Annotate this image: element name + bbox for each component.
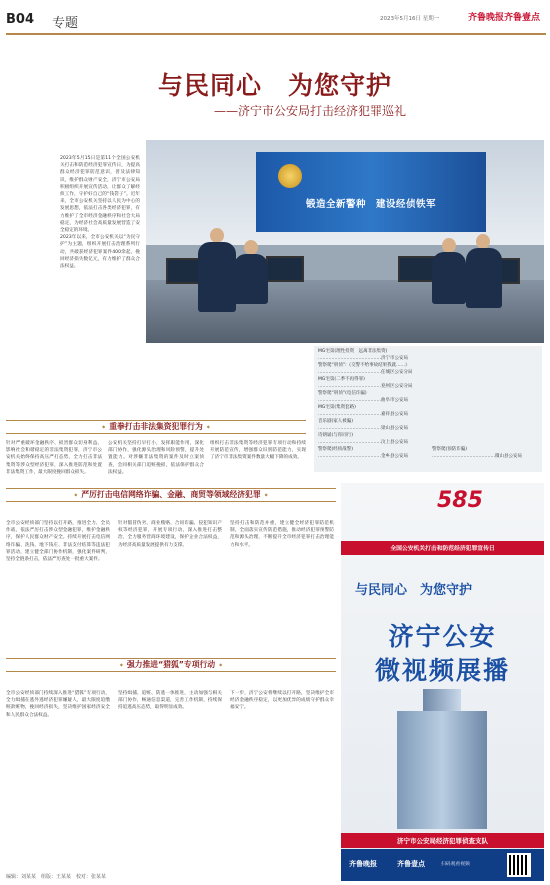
photo-screen bbox=[256, 152, 486, 232]
program-unit: ……………………………………任城区公安分局 bbox=[318, 370, 413, 375]
section-name: 专题 bbox=[52, 16, 79, 31]
monitor-icon bbox=[398, 256, 436, 282]
app-logo: 齐鲁壹点 bbox=[504, 13, 541, 23]
page-header bbox=[0, 0, 550, 40]
program-item: 警察爬(经侦战警) bbox=[318, 447, 354, 452]
page-number: B04 bbox=[6, 12, 34, 27]
officer-figure bbox=[234, 254, 268, 304]
program-unit: ……………………………………济宁市公安局 bbox=[318, 356, 408, 361]
officer-figure bbox=[198, 242, 236, 312]
section-column: 坚持打击和防范并重，建立健全经济犯罪防范机制，全面落实宣传防范措施，推动经济犯罪预警防范和源头治理，不断提升全市经济犯罪打击治理能力和水平。 bbox=[230, 521, 334, 548]
article-photo bbox=[146, 140, 544, 343]
officer-figure bbox=[244, 240, 258, 255]
section-column: 组织打击非法集资等经济犯罪专项行动和持续开展防范宣传，增强群众识别防范能力，实现了济宁市非法集资案件数量大幅下降的成效。 bbox=[210, 441, 306, 461]
qr-code-icon[interactable] bbox=[507, 853, 531, 877]
poster-ribbon-text: 全国公安机关打击和防范经济犯罪宣传日 bbox=[390, 546, 495, 552]
intro-paragraph-1: 2023年5月15日是第11个全国公安机关打击和防范经济犯罪宣传日，为提高群众经济犯罪防范意识，普及法律知识，维护群众财产安全，济宁市公安局积极组织开展宣传活动，让群众了解经侦工作，守护好自己的“钱袋子”。近年来，全市公安机关坚持以人民为中心的发展思想，依法打击各类经济犯罪，有力维护了全市经济金融秩序和社会大局稳定，为经济社会高质量发展营造了安全稳定的环境。 bbox=[60, 156, 140, 234]
section-heading: ◆ 严厉打击电信网络诈骗、金融、商贸等领域经济犯罪 ◆ bbox=[6, 488, 336, 502]
program-unit: ……………………………………微山县公安局 bbox=[432, 454, 522, 459]
poster-footer bbox=[341, 849, 544, 881]
poster-slogan: 与民同心 为您守护 bbox=[355, 583, 473, 598]
poster-ribbon bbox=[341, 541, 544, 555]
intro-paragraph-2: 2023年以来，全市公安机关以“为民守护”为主题，组织开展打击治理系列行动，共破获经济犯罪案件400余起，挽回经济损失数亿元，有力维护了群众合法权益。 bbox=[60, 235, 140, 270]
program-item: 警察爬“刑侦”:《交警不给事故结果我就……》 bbox=[318, 363, 410, 368]
poster-organizer-bar bbox=[341, 833, 544, 848]
officer-figure bbox=[476, 234, 490, 249]
monitor-icon bbox=[266, 256, 304, 282]
article-subtitle: ——济宁市公安局打击经济犯罪巡礼 bbox=[213, 104, 406, 118]
poster-scan-hint: 扫码观看视频 bbox=[441, 862, 470, 867]
section-column: 下一步，济宁公安将继续以打开路，坚决维护全市经济金融秩序稳定，以更加优异的成绩守护群众幸福安宁。 bbox=[230, 691, 334, 711]
building-illustration bbox=[397, 711, 487, 829]
video-exhibition-poster bbox=[341, 483, 544, 881]
program-unit: ……………………………………金乡县公安局 bbox=[318, 454, 408, 459]
officer-figure bbox=[442, 238, 456, 253]
section-column: 针对假冒伪劣、商业贿赂、合同诈骗、侵犯知识产权等经济犯罪，开展专项行动，深入推进打击整治，全力服务营商环境建设，保护企业合法权益，为经济高质量发展提供有力支撑。 bbox=[118, 521, 222, 548]
program-item: MG宅第(集资套路) bbox=[318, 405, 356, 410]
program-item: MG宅第(理性投资 远离非法集资) bbox=[318, 349, 388, 354]
officer-figure bbox=[210, 228, 224, 243]
newspaper-logo: 齐鲁晚报 bbox=[349, 860, 377, 868]
app-logo: 齐鲁壹点 bbox=[397, 860, 425, 868]
newspaper-logo: 齐鲁晚报 bbox=[468, 13, 505, 23]
officer-figure bbox=[432, 252, 466, 304]
section-column: 坚持缉捕、追赃、防逃一体推进，主动加强与相关部门协作，畅通信息渠道，完善工作机制，持续保持追逃高压态势，取得明显成效。 bbox=[118, 691, 222, 711]
program-unit: ……………………………………梁山县公安局 bbox=[318, 426, 408, 431]
poster-organizer: 济宁市公安局经济犯罪侦查支队 bbox=[397, 837, 488, 845]
poster-headline-2: 微视频展播 bbox=[374, 656, 510, 685]
program-item: 警察爬“刑侦”(电信诈骗) bbox=[318, 391, 367, 396]
program-unit: ……………………………………汶上县公安局 bbox=[318, 440, 408, 445]
section-column: 全市公安经侦部门坚持以打开路，推进全力、全员作战，依法严厉打击涉众型金融犯罪，维护金融秩序，保护人民群众财产安全。持续开展打击电信网络诈骗、洗钱、地下钱庄、非法支付结算等违法犯罪活动，建立健全部门协作机制，强化案件研判，坚持全链条打击，依法严厉查处一批重大案件。 bbox=[6, 521, 110, 563]
header-rule bbox=[6, 33, 546, 35]
officer-figure bbox=[466, 248, 502, 308]
issue-date: 2023年5月16日 星期一 bbox=[380, 16, 440, 22]
program-item: 诗朗诵(与你同行) bbox=[318, 433, 354, 438]
section-heading: ◆ 重拳打击非法集资犯罪行为 ◆ bbox=[6, 420, 306, 434]
program-item: 音乐剧(家人被骗) bbox=[318, 419, 354, 424]
event-logo: 585 bbox=[437, 488, 483, 513]
program-unit: ……………………………………曲阜市公安局 bbox=[318, 398, 408, 403]
program-item: 警察爬(预防诈骗) bbox=[432, 447, 468, 452]
article-title: 与民同心 为您守护 bbox=[157, 71, 392, 100]
screen-slogan: 锻造全新警种 建设经侦铁军 bbox=[305, 199, 436, 210]
program-item: MG宅第(二季不再得罪) bbox=[318, 377, 365, 382]
police-emblem-icon bbox=[278, 164, 302, 188]
section-heading: ◆ 强力推进“猎狐”专项行动 ◆ bbox=[6, 658, 336, 672]
section-column: 针对严重破坏金融秩序、损害群众切身利益、影响社会和谐稳定的非法集资犯罪，济宁市公安机关始终保持高压严打态势，全力打击非法集资等涉众型经济犯罪，深入推进防范和处置非法集资工作，最大限度挽回群众损失。 bbox=[6, 441, 102, 475]
section-column: 全市公安经侦部门持续深入推进“猎狐”专项行动，全力缉捕在逃外逃经济犯罪嫌疑人，最大限度追缴赃款赃物，挽回经济损失，坚决维护国家经济安全和人民群众合法权益。 bbox=[6, 691, 110, 718]
page-footer-credits: 编辑：刘某某 组版：王某某 校对：张某某 bbox=[6, 874, 107, 880]
intro-text bbox=[60, 155, 140, 270]
section-column: 公安机关坚持打早打小，发挥职能作用，深化部门协作，强化源头治理和风险预警，提升处置能力。对涉嫌非法集资的案件及时立案侦查，会同相关部门追赃挽损，依法保护群众合法权益。 bbox=[108, 441, 204, 475]
program-list-box bbox=[314, 346, 542, 472]
poster-headline: 济宁公安 bbox=[388, 622, 497, 651]
program-unit: ……………………………………兖州区公安分局 bbox=[318, 384, 413, 389]
program-unit: ……………………………………嘉祥县公安局 bbox=[318, 412, 408, 417]
